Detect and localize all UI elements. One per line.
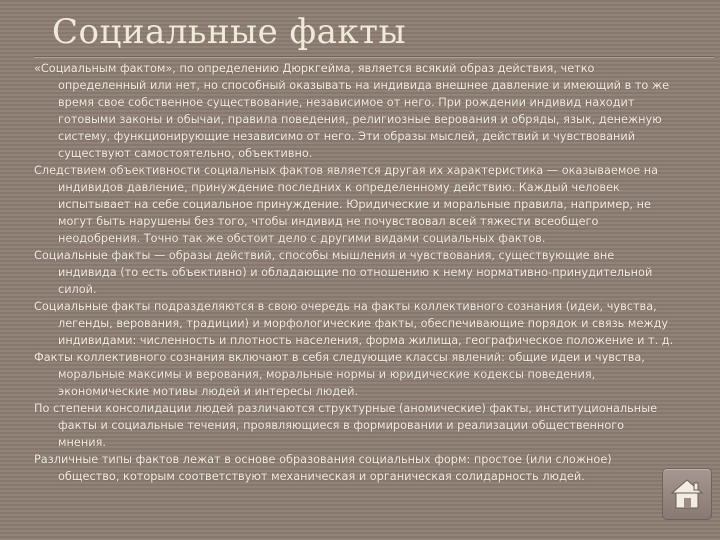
slide-title: Социальные факты xyxy=(52,12,407,52)
home-button[interactable] xyxy=(662,468,712,520)
home-icon xyxy=(670,478,704,510)
paragraph-classification: Социальные факты подразделяются в свою очередь на факты коллективного сознания (идеи, чувства, легенды, верования, традиции) и морфологические факты, обеспечивающие порядок и связь между индивидами: численность и плотность населения, форма жилища, географическое положение и т. д. xyxy=(34,300,674,347)
paragraph-collective-consciousness: Факты коллективного сознания включают в себя следующие классы явлений: общие идеи и чувства, моральные максимы и верования, моральные нормы и юридические кодексы поведения, экономические мотивы людей и интересы людей. xyxy=(34,351,645,398)
paragraph-consolidation: По степени консолидации людей различаются структурные (аномические) факты, институциональные факты и социальные течения, проявляющиеся в формировании и реализации общественного мнения. xyxy=(34,402,658,449)
slide-body xyxy=(34,60,674,485)
paragraph-summary: Социальные факты — образы действий, способы мышления и чувствования, существующие вне индивида (то есть объективно) и обладающие по отношению к нему нормативно-принудительной силой. xyxy=(34,249,653,296)
paragraph-coercion: Следствием объективности социальных фактов является другая их характеристика — оказываемое на индивидов давление, принуждение последних к определенному действию. Каждый человек испытывает на себе социальное принуждение. Юридические и моральные правила, например, не могут быть нарушены без того, чтобы индивид не почувствовал всей тяжести всеобщего неодобрения. Точно так же обстоит дело с другими видами социальных фактов. xyxy=(34,164,659,245)
paragraph-definition: «Социальным фактом», по определению Дюркгейма, является всякий образ действия, четко определенный или нет, но способный оказывать на индивида внешнее давление и имеющий в то же время свое собственное существование, независимое от него. При рождении индивид находит готовыми законы и обычаи, правила поведения, религиозные верования и обряды, язык, денежную систему, функционирующие независимо от него. Эти образы мыслей, действий и чувствований существуют самостоятельно, объективно. xyxy=(34,62,670,160)
title-divider xyxy=(34,56,714,58)
paragraph-social-forms: Различные типы фактов лежат в основе образования социальных форм: простое (или сложное) общество, которым соответствуют механическая и органическая солидарность людей. xyxy=(34,453,612,483)
